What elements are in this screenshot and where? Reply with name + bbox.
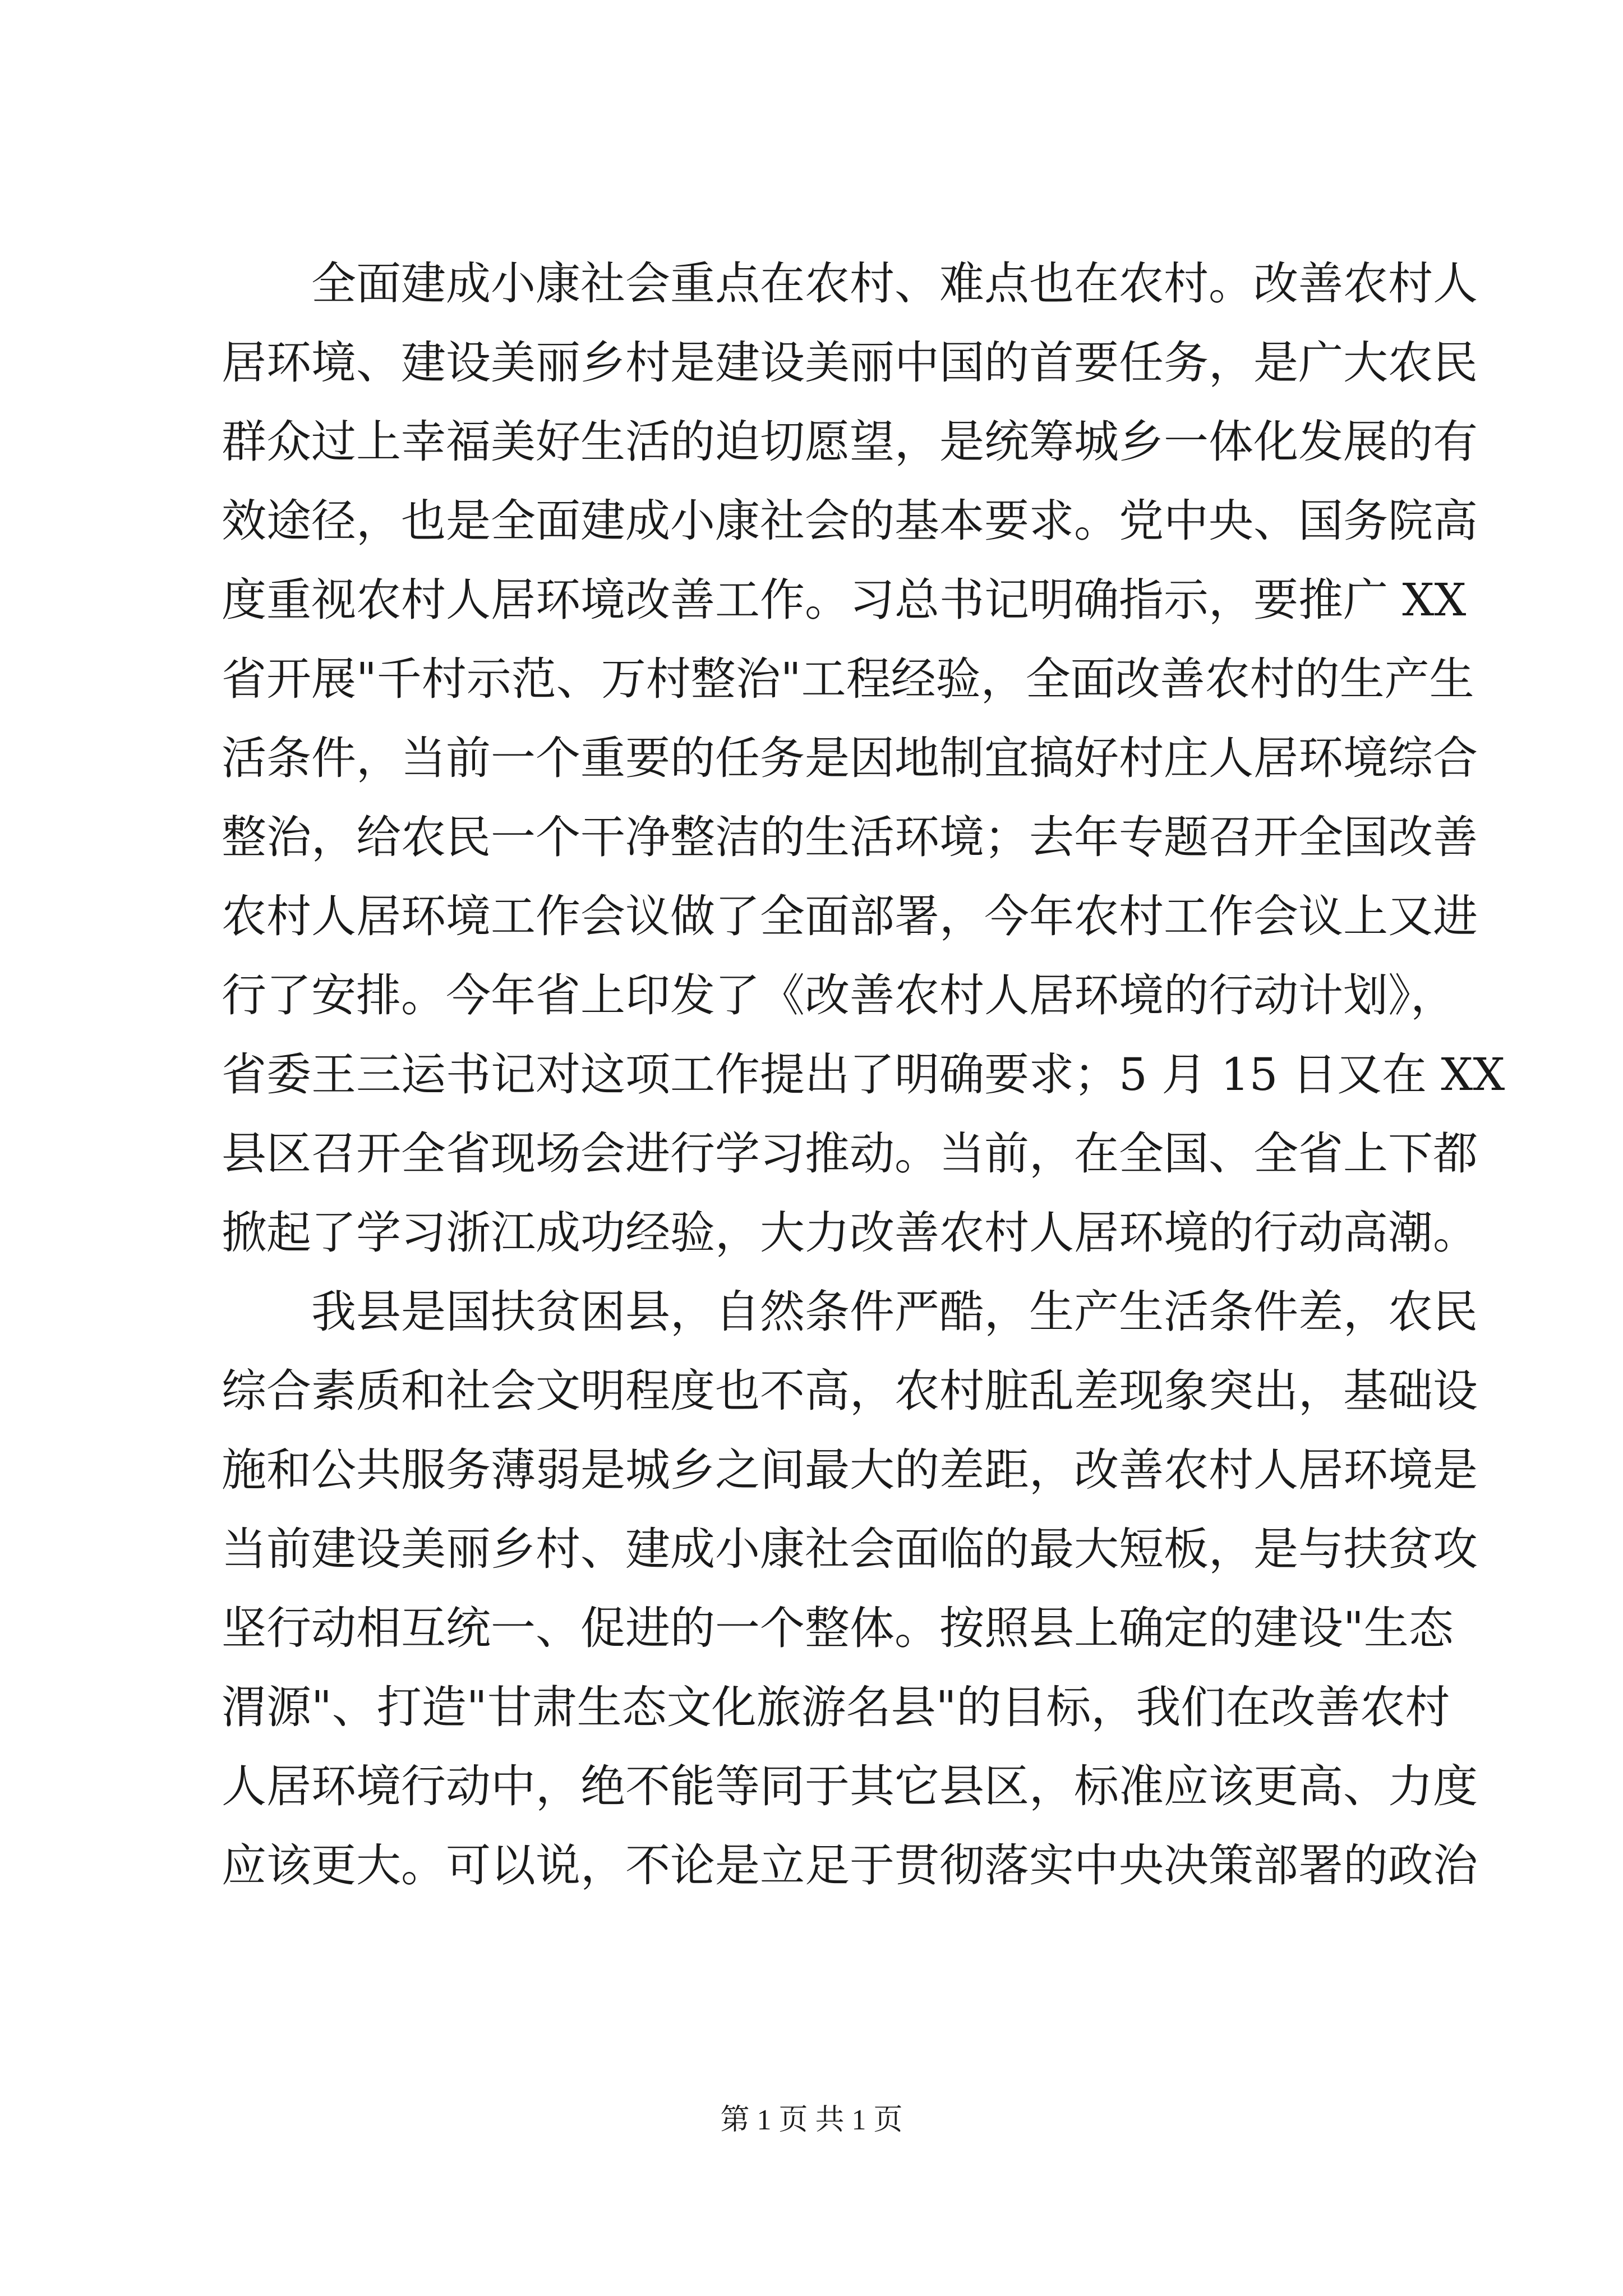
paragraph-line: 渭源"、打造"甘肃生态文化旅游名县"的目标，我们在改善农村 bbox=[222, 1681, 1450, 1733]
paragraph-line: 省开展"千村示范、万村整治"工程经验，全面改善农村的生产生 bbox=[222, 653, 1474, 705]
paragraph-line: 活条件，当前一个重要的任务是因地制宜搞好村庄人居环境综合 bbox=[222, 732, 1478, 784]
paragraph-line: 当前建设美丽乡村、建成小康社会面临的最大短板，是与扶贫攻 bbox=[222, 1523, 1478, 1575]
paragraph-line: 应该更大。可以说，不论是立足于贯彻落实中央决策部署的政治 bbox=[222, 1839, 1478, 1892]
paragraph-line: 我县是国扶贫困县，自然条件严酷，生产生活条件差，农民 bbox=[311, 1286, 1478, 1338]
paragraph-line: 掀起了学习浙江成功经验，大力改善农村人居环境的行动高潮。 bbox=[222, 1207, 1478, 1259]
paragraph-line: 群众过上幸福美好生活的迫切愿望，是统筹城乡一体化发展的有 bbox=[222, 416, 1478, 468]
paragraph-line: 居环境、建设美丽乡村是建设美丽中国的首要任务，是广大农民 bbox=[222, 337, 1478, 389]
paragraph-line: 行了安排。今年省上印发了《改善农村人居环境的行动计划》， bbox=[222, 969, 1455, 1022]
paragraph-line: 坚行动相互统一、促进的一个整体。按照县上确定的建设"生态 bbox=[222, 1602, 1454, 1654]
paragraph-line: 全面建成小康社会重点在农村、难点也在农村。改善农村人 bbox=[311, 257, 1478, 310]
paragraph-line: 效途径，也是全面建成小康社会的基本要求。党中央、国务院高 bbox=[222, 495, 1478, 547]
paragraph-line: 整治，给农民一个干净整洁的生活环境；去年专题召开全国改善 bbox=[222, 811, 1478, 863]
paragraph-line: 省委王三运书记对这项工作提出了明确要求；5 月 15 日又在 XX bbox=[222, 1048, 1505, 1101]
paragraph-1 bbox=[222, 244, 1505, 1272]
paragraph-2 bbox=[222, 1272, 1478, 1905]
paragraph-line: 施和公共服务薄弱是城乡之间最大的差距，改善农村人居环境是 bbox=[222, 1444, 1478, 1496]
page-footer: 第 1 页 共 1 页 bbox=[720, 2104, 903, 2136]
paragraph-line: 度重视农村人居环境改善工作。习总书记明确指示，要推广 XX bbox=[222, 574, 1467, 626]
paragraph-line: 农村人居环境工作会议做了全面部署，今年农村工作会议上又进 bbox=[222, 890, 1478, 942]
paragraph-line: 人居环境行动中，绝不能等同于其它县区，标准应该更高、力度 bbox=[222, 1760, 1478, 1812]
paragraph-line: 综合素质和社会文明程度也不高，农村脏乱差现象突出，基础设 bbox=[222, 1365, 1478, 1417]
paragraph-line: 县区召开全省现场会进行学习推动。当前，在全国、全省上下都 bbox=[222, 1128, 1478, 1180]
document-body bbox=[222, 244, 1505, 1905]
